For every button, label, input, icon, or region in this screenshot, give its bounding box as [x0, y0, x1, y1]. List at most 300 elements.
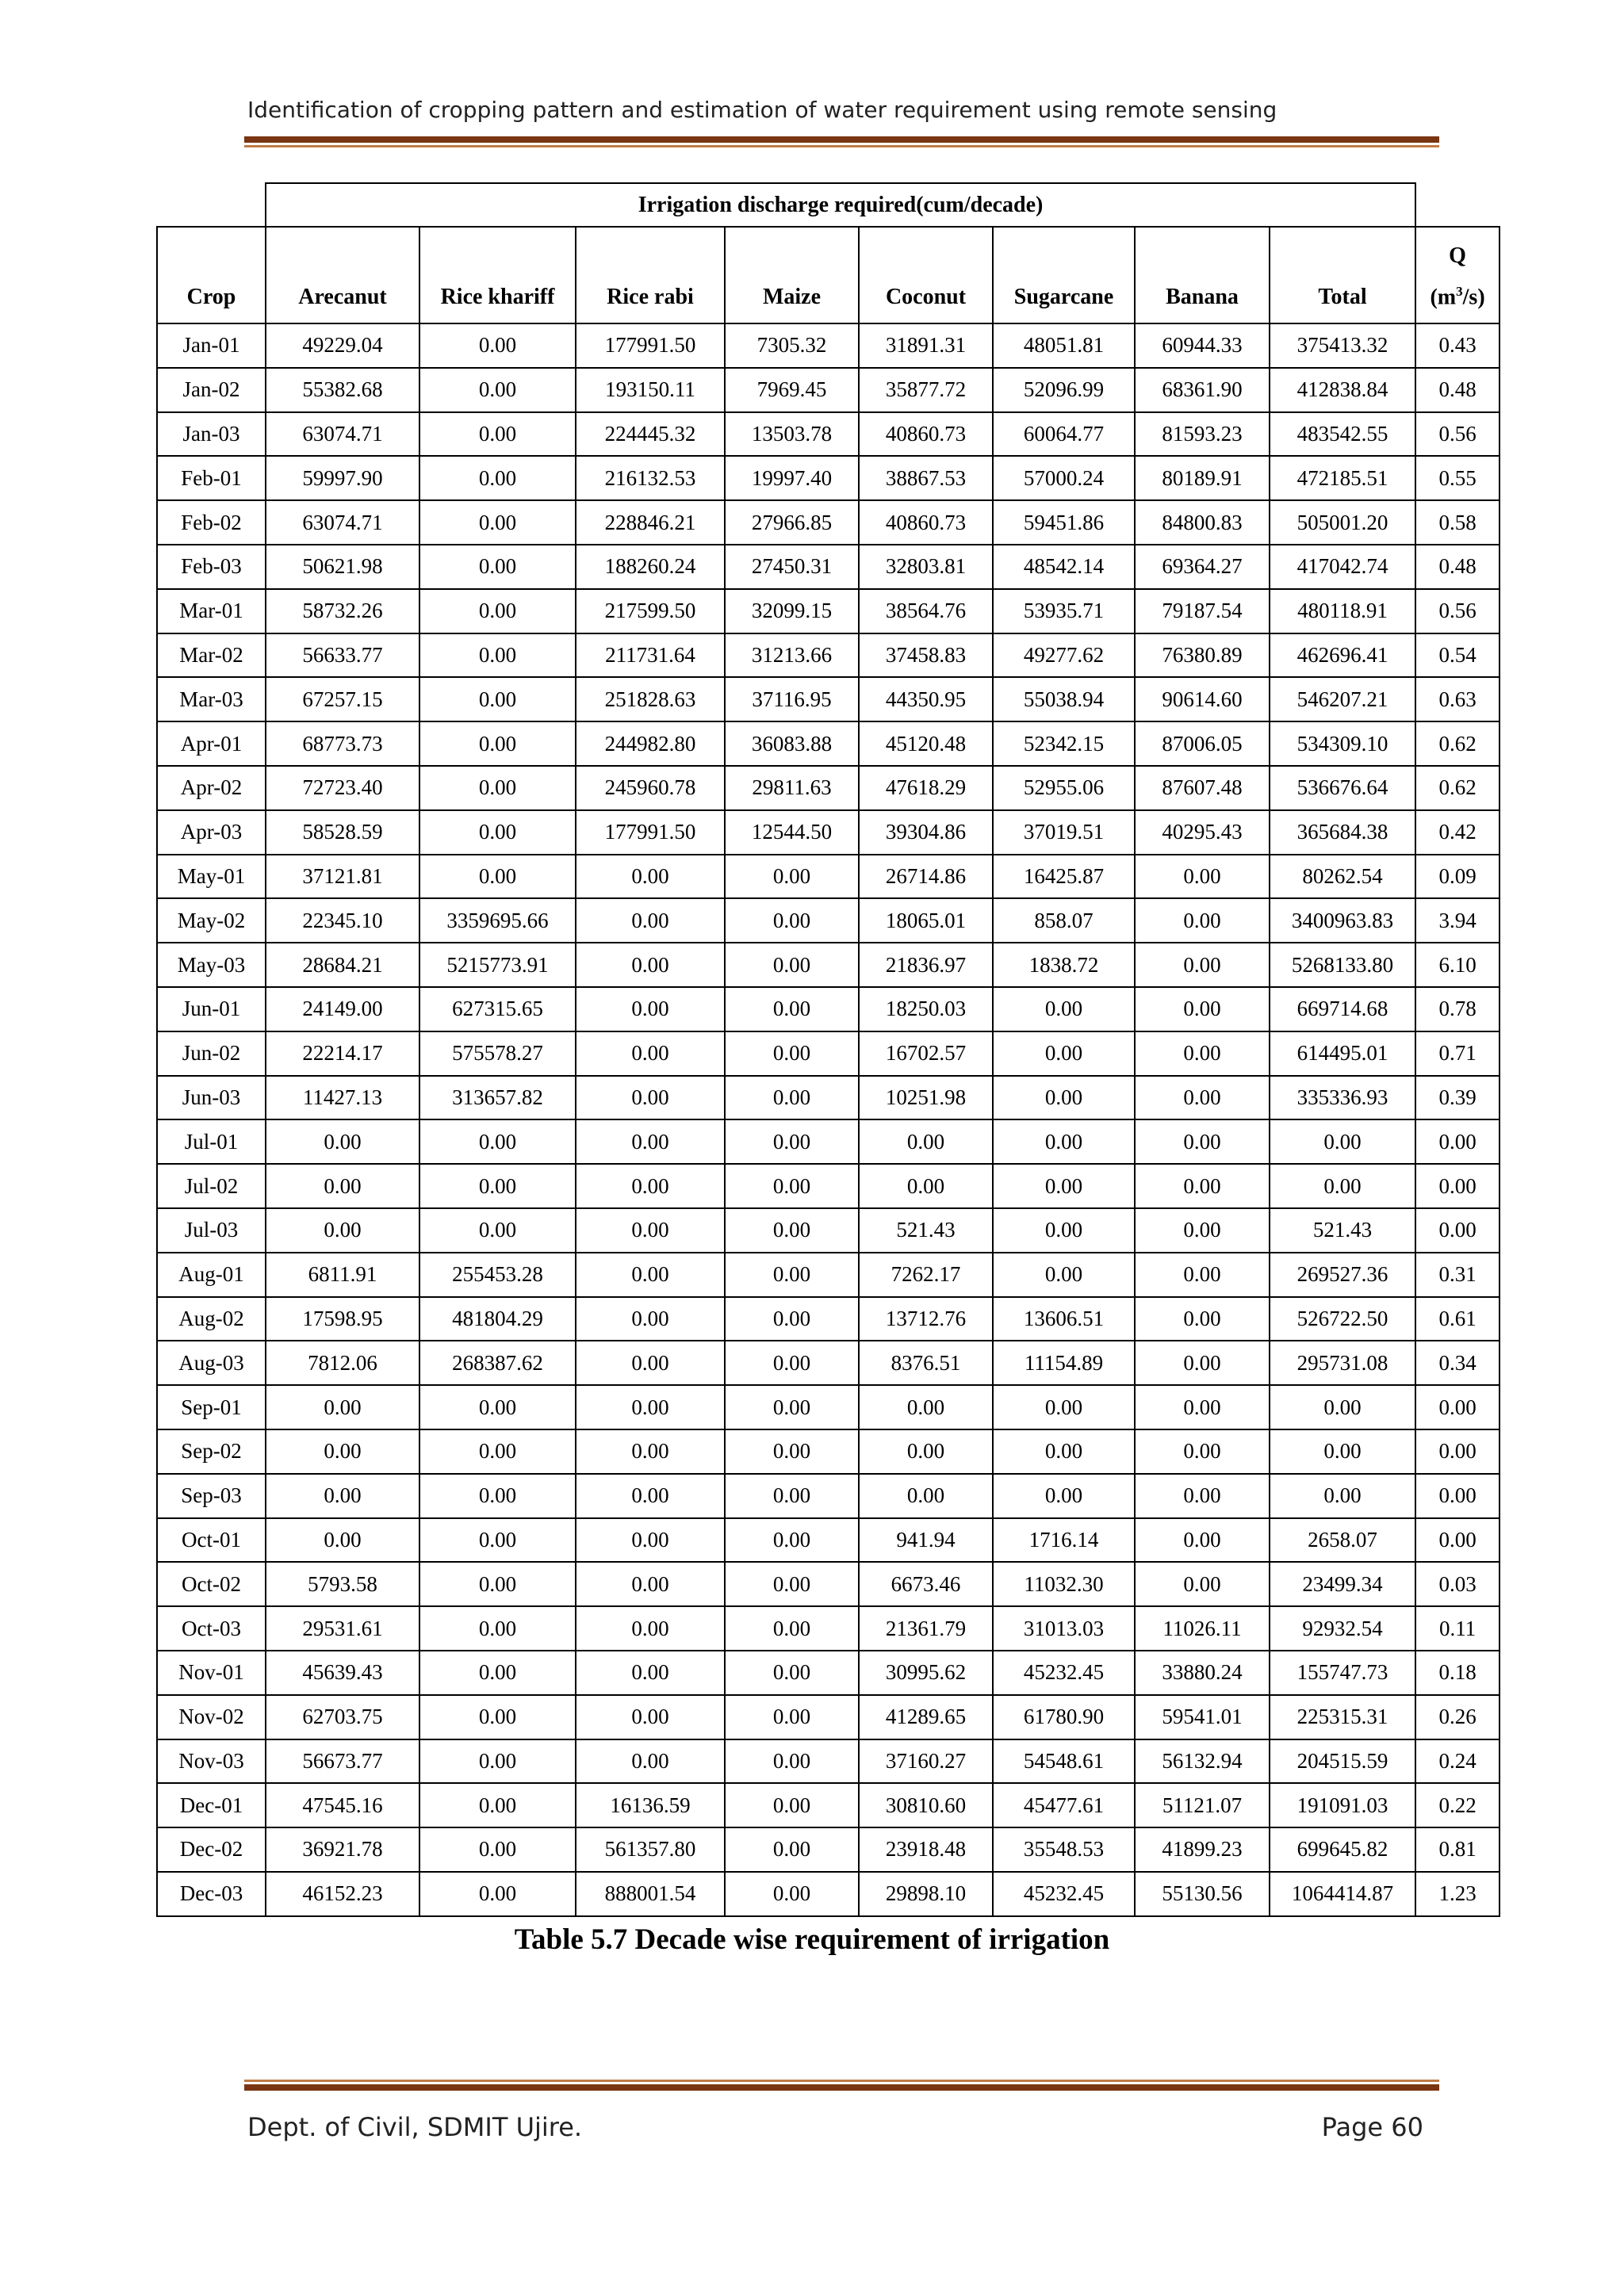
table-cell: 0.00	[266, 1518, 419, 1563]
table-cell: 58732.26	[266, 589, 419, 633]
table-cell: 0.00	[1270, 1164, 1415, 1208]
table-cell: 13606.51	[993, 1297, 1135, 1341]
table-cell: 575578.27	[419, 1031, 576, 1076]
table-cell: 0.00	[419, 412, 576, 457]
table-cell: 0.00	[725, 1119, 859, 1164]
table-cell: 0.00	[1135, 1385, 1270, 1429]
column-header: Sugarcane	[993, 227, 1135, 323]
column-header: Crop	[157, 227, 266, 323]
table-cell: 0.00	[419, 1827, 576, 1872]
table-cell: 57000.24	[993, 456, 1135, 500]
table-cell: 0.00	[419, 1429, 576, 1474]
table-cell: 0.00	[1270, 1119, 1415, 1164]
table-row	[157, 677, 1500, 721]
table-cell: 60944.33	[1135, 323, 1270, 368]
table-cell: 614495.01	[1270, 1031, 1415, 1076]
table-cell: 0.31	[1415, 1253, 1500, 1297]
row-label: Jul-03	[157, 1208, 266, 1253]
row-label: Apr-03	[157, 810, 266, 855]
table-cell: 8376.51	[859, 1341, 993, 1385]
table-cell: 55130.56	[1135, 1872, 1270, 1916]
table-row	[157, 1297, 1500, 1341]
table-cell: 41289.65	[859, 1695, 993, 1739]
table-cell: 37019.51	[993, 810, 1135, 855]
table-cell: 211731.64	[576, 633, 725, 678]
row-label: May-03	[157, 943, 266, 987]
table-cell: 3.94	[1415, 898, 1500, 943]
table-cell: 0.00	[576, 1253, 725, 1297]
table-cell: 0.00	[993, 987, 1135, 1031]
table-cell: 0.48	[1415, 368, 1500, 412]
table-cell: 0.00	[419, 1208, 576, 1253]
table-cell: 0.42	[1415, 810, 1500, 855]
table-cell: 0.00	[725, 1872, 859, 1916]
table-cell: 0.00	[993, 1208, 1135, 1253]
table-cell: 0.00	[1135, 1341, 1270, 1385]
table-cell: 58528.59	[266, 810, 419, 855]
table-row	[157, 1827, 1500, 1872]
table-cell: 228846.21	[576, 500, 725, 545]
footer-page-number: Page 60	[1321, 2112, 1423, 2142]
row-label: Mar-03	[157, 677, 266, 721]
table-cell: 48542.14	[993, 545, 1135, 589]
table-cell: 18250.03	[859, 987, 993, 1031]
table-cell: 37458.83	[859, 633, 993, 678]
column-header: Rice rabi	[576, 227, 725, 323]
table-cell: 21361.79	[859, 1606, 993, 1651]
table-cell: 3400963.83	[1270, 898, 1415, 943]
table-cell: 45120.48	[859, 721, 993, 766]
table-cell: 44350.95	[859, 677, 993, 721]
table-cell: 1.23	[1415, 1872, 1500, 1916]
table-cell: 365684.38	[1270, 810, 1415, 855]
table-cell: 6.10	[1415, 943, 1500, 987]
table-cell: 546207.21	[1270, 677, 1415, 721]
table-cell: 0.00	[419, 766, 576, 810]
table-cell: 1064414.87	[1270, 1872, 1415, 1916]
row-label: Aug-01	[157, 1253, 266, 1297]
table-cell: 0.00	[419, 368, 576, 412]
table-cell: 0.09	[1415, 855, 1500, 899]
table-cell: 32099.15	[725, 589, 859, 633]
table-row	[157, 766, 1500, 810]
table-cell: 16136.59	[576, 1783, 725, 1827]
footer-rule-thin	[244, 2080, 1439, 2082]
table-cell: 217599.50	[576, 589, 725, 633]
row-label: Aug-03	[157, 1341, 266, 1385]
table-cell: 0.00	[419, 721, 576, 766]
table-cell: 52955.06	[993, 766, 1135, 810]
table-cell: 0.22	[1415, 1783, 1500, 1827]
table-cell: 0.00	[419, 1385, 576, 1429]
table-row	[157, 1208, 1500, 1253]
table-row	[157, 810, 1500, 855]
table-cell: 0.00	[419, 589, 576, 633]
table-cell: 45232.45	[993, 1651, 1135, 1695]
table-cell: 41899.23	[1135, 1827, 1270, 1872]
table-cell: 56673.77	[266, 1739, 419, 1784]
table-cell: 0.00	[993, 1119, 1135, 1164]
table-cell: 51121.07	[1135, 1783, 1270, 1827]
table-cell: 0.00	[419, 1783, 576, 1827]
table-cell: 0.00	[576, 1385, 725, 1429]
table-cell: 0.00	[725, 1385, 859, 1429]
table-cell: 45477.61	[993, 1783, 1135, 1827]
table-cell: 0.63	[1415, 677, 1500, 721]
table-row	[157, 456, 1500, 500]
table-cell: 472185.51	[1270, 456, 1415, 500]
table-cell: 483542.55	[1270, 412, 1415, 457]
table-cell: 0.00	[576, 1651, 725, 1695]
table-cell: 11032.30	[993, 1562, 1135, 1606]
row-label: May-02	[157, 898, 266, 943]
table-cell: 7262.17	[859, 1253, 993, 1297]
table-cell: 0.00	[1135, 855, 1270, 899]
table-cell: 33880.24	[1135, 1651, 1270, 1695]
table-cell: 52096.99	[993, 368, 1135, 412]
table-cell: 0.00	[1415, 1119, 1500, 1164]
table-row	[157, 1119, 1500, 1164]
table-cell: 31013.03	[993, 1606, 1135, 1651]
table-row	[157, 1429, 1500, 1474]
table-cell: 29811.63	[725, 766, 859, 810]
table-cell: 0.00	[725, 1651, 859, 1695]
table-cell: 0.00	[419, 677, 576, 721]
row-label: Jul-02	[157, 1164, 266, 1208]
table-cell: 54548.61	[993, 1739, 1135, 1784]
table-cell: 0.00	[1135, 1518, 1270, 1563]
footer-rule	[244, 2084, 1439, 2091]
table-row	[157, 1606, 1500, 1651]
table-cell: 0.00	[993, 1429, 1135, 1474]
row-label: Aug-02	[157, 1297, 266, 1341]
table-cell: 47618.29	[859, 766, 993, 810]
table-cell: 30810.60	[859, 1783, 993, 1827]
table-cell: 0.00	[266, 1208, 419, 1253]
table-cell: 0.00	[993, 1076, 1135, 1120]
table-cell: 177991.50	[576, 810, 725, 855]
table-cell: 941.94	[859, 1518, 993, 1563]
table-cell: 0.00	[725, 1606, 859, 1651]
column-header: Rice khariff	[419, 227, 576, 323]
table-cell: 37116.95	[725, 677, 859, 721]
row-label: Jul-01	[157, 1119, 266, 1164]
table-cell: 49277.62	[993, 633, 1135, 678]
table-cell: 0.00	[419, 1518, 576, 1563]
q-unit	[1416, 285, 1499, 308]
table-cell: 0.00	[419, 1606, 576, 1651]
table-cell: 0.58	[1415, 500, 1500, 545]
table-cell: 49229.04	[266, 323, 419, 368]
table-cell: 0.00	[266, 1385, 419, 1429]
table-row	[157, 500, 1500, 545]
table-cell: 0.61	[1415, 1297, 1500, 1341]
table-cell: 0.00	[725, 1783, 859, 1827]
table-cell: 1838.72	[993, 943, 1135, 987]
table-cell: 22214.17	[266, 1031, 419, 1076]
table-cell: 7812.06	[266, 1341, 419, 1385]
row-label: Sep-02	[157, 1429, 266, 1474]
row-label: Jun-03	[157, 1076, 266, 1120]
table-cell: 72723.40	[266, 766, 419, 810]
table-cell: 40860.73	[859, 500, 993, 545]
table-cell: 0.00	[266, 1119, 419, 1164]
running-header: Identification of cropping pattern and estimation of water requirement using remote sensing	[247, 97, 1277, 123]
table-row	[157, 368, 1500, 412]
row-label: Feb-03	[157, 545, 266, 589]
row-label: Nov-02	[157, 1695, 266, 1739]
table-cell: 53935.71	[993, 589, 1135, 633]
table-cell: 63074.71	[266, 412, 419, 457]
table-cell: 29531.61	[266, 1606, 419, 1651]
table-cell: 0.55	[1415, 456, 1500, 500]
table-cell: 0.00	[725, 1474, 859, 1518]
table-cell: 68361.90	[1135, 368, 1270, 412]
table-cell: 55038.94	[993, 677, 1135, 721]
table-cell: 87607.48	[1135, 766, 1270, 810]
table-cell: 0.00	[993, 1474, 1135, 1518]
table-row	[157, 1695, 1500, 1739]
table-cell: 45232.45	[993, 1872, 1135, 1916]
table-row	[157, 943, 1500, 987]
table-cell: 462696.41	[1270, 633, 1415, 678]
table-cell: 0.56	[1415, 589, 1500, 633]
table-row	[157, 1253, 1500, 1297]
table-cell: 1716.14	[993, 1518, 1135, 1563]
table-cell: 0.00	[1415, 1385, 1500, 1429]
table-cell: 0.00	[1270, 1474, 1415, 1518]
blank-corner	[157, 183, 266, 227]
table-cell: 21836.97	[859, 943, 993, 987]
table-cell: 28684.21	[266, 943, 419, 987]
q-unit-base: (m	[1430, 285, 1457, 309]
column-header-q	[1415, 227, 1500, 323]
table-cell: 22345.10	[266, 898, 419, 943]
row-label: Dec-03	[157, 1872, 266, 1916]
table-cell: 225315.31	[1270, 1695, 1415, 1739]
table-cell: 0.00	[419, 456, 576, 500]
table-cell: 268387.62	[419, 1341, 576, 1385]
table-cell: 27966.85	[725, 500, 859, 545]
column-header: Banana	[1135, 227, 1270, 323]
table-cell: 188260.24	[576, 545, 725, 589]
table-cell: 11026.11	[1135, 1606, 1270, 1651]
table-cell: 17598.95	[266, 1297, 419, 1341]
table-cell: 699645.82	[1270, 1827, 1415, 1872]
table-cell: 0.00	[576, 1164, 725, 1208]
irrigation-table	[156, 182, 1500, 1917]
table-cell: 60064.77	[993, 412, 1135, 457]
table-cell: 177991.50	[576, 323, 725, 368]
column-header-row	[157, 227, 1500, 323]
table-cell: 0.00	[725, 1695, 859, 1739]
table-cell: 0.00	[576, 898, 725, 943]
table-cell: 0.00	[576, 1208, 725, 1253]
table-cell: 0.00	[859, 1119, 993, 1164]
column-header: Total	[1270, 227, 1415, 323]
table-cell: 0.00	[1135, 987, 1270, 1031]
table-cell: 90614.60	[1135, 677, 1270, 721]
table-row	[157, 545, 1500, 589]
table-row	[157, 1385, 1500, 1429]
table-cell: 38867.53	[859, 456, 993, 500]
table-cell: 0.00	[576, 1076, 725, 1120]
table-cell: 0.00	[993, 1253, 1135, 1297]
table-cell: 0.00	[725, 1429, 859, 1474]
table-cell: 0.00	[725, 1518, 859, 1563]
table-cell: 0.24	[1415, 1739, 1500, 1784]
row-label: Jan-02	[157, 368, 266, 412]
table-cell: 417042.74	[1270, 545, 1415, 589]
row-label: Mar-01	[157, 589, 266, 633]
table-cell: 61780.90	[993, 1695, 1135, 1739]
table-cell: 39304.86	[859, 810, 993, 855]
table-cell: 80189.91	[1135, 456, 1270, 500]
table-cell: 0.00	[725, 1739, 859, 1784]
table-cell: 204515.59	[1270, 1739, 1415, 1784]
table-cell: 0.00	[419, 855, 576, 899]
table-cell: 6673.46	[859, 1562, 993, 1606]
table-cell: 23918.48	[859, 1827, 993, 1872]
table-cell: 0.00	[993, 1031, 1135, 1076]
row-label: Feb-01	[157, 456, 266, 500]
table-cell: 92932.54	[1270, 1606, 1415, 1651]
table-body	[157, 323, 1500, 1916]
q-unit-tail: /s)	[1462, 285, 1485, 309]
table-cell: 0.00	[725, 1253, 859, 1297]
table-cell: 0.00	[419, 323, 576, 368]
table-cell: 13503.78	[725, 412, 859, 457]
table-cell: 0.78	[1415, 987, 1500, 1031]
table-cell: 0.00	[1135, 1164, 1270, 1208]
table-row	[157, 1341, 1500, 1385]
row-label: Oct-03	[157, 1606, 266, 1651]
table-cell: 0.00	[576, 1297, 725, 1341]
table-cell: 0.00	[1415, 1474, 1500, 1518]
table-cell: 10251.98	[859, 1076, 993, 1120]
table-cell: 0.00	[725, 1297, 859, 1341]
table-cell: 0.00	[1135, 1429, 1270, 1474]
table-cell: 155747.73	[1270, 1651, 1415, 1695]
table-cell: 888001.54	[576, 1872, 725, 1916]
table-cell: 76380.89	[1135, 633, 1270, 678]
table-cell: 0.00	[576, 1695, 725, 1739]
blank-corner-right	[1415, 183, 1500, 227]
table-cell: 0.54	[1415, 633, 1500, 678]
table-cell: 7305.32	[725, 323, 859, 368]
table-cell: 244982.80	[576, 721, 725, 766]
table-cell: 0.00	[419, 545, 576, 589]
table-cell: 0.00	[419, 1164, 576, 1208]
row-label: Nov-01	[157, 1651, 266, 1695]
table-cell: 12544.50	[725, 810, 859, 855]
table-cell: 0.00	[576, 1739, 725, 1784]
table-cell: 0.00	[576, 1119, 725, 1164]
table-cell: 561357.80	[576, 1827, 725, 1872]
row-label: Feb-02	[157, 500, 266, 545]
footer-department: Dept. of Civil, SDMIT Ujire.	[247, 2112, 583, 2142]
table-cell: 480118.91	[1270, 589, 1415, 633]
table-cell: 0.00	[419, 1651, 576, 1695]
table-cell: 7969.45	[725, 368, 859, 412]
table-cell: 0.00	[859, 1474, 993, 1518]
table-cell: 526722.50	[1270, 1297, 1415, 1341]
table-cell: 0.00	[1135, 1119, 1270, 1164]
table-cell: 0.00	[1415, 1208, 1500, 1253]
table-cell: 0.00	[419, 810, 576, 855]
table-cell: 11427.13	[266, 1076, 419, 1120]
table-cell: 0.00	[725, 1208, 859, 1253]
table-cell: 0.00	[419, 633, 576, 678]
table-cell: 37121.81	[266, 855, 419, 899]
table-cell: 481804.29	[419, 1297, 576, 1341]
row-label: Jun-02	[157, 1031, 266, 1076]
table-cell: 0.00	[576, 1031, 725, 1076]
table-row	[157, 1872, 1500, 1916]
table-cell: 2658.07	[1270, 1518, 1415, 1563]
table-cell: 3359695.66	[419, 898, 576, 943]
table-cell: 45639.43	[266, 1651, 419, 1695]
table-cell: 0.00	[1135, 1208, 1270, 1253]
row-label: Sep-03	[157, 1474, 266, 1518]
row-label: Apr-02	[157, 766, 266, 810]
row-label: Dec-02	[157, 1827, 266, 1872]
table-cell: 26714.86	[859, 855, 993, 899]
table-cell: 0.00	[576, 855, 725, 899]
table-cell: 534309.10	[1270, 721, 1415, 766]
table-cell: 0.00	[576, 1518, 725, 1563]
q-unit-sup: 3	[1456, 283, 1463, 299]
table-cell: 0.62	[1415, 721, 1500, 766]
table-cell: 59997.90	[266, 456, 419, 500]
table-cell: 0.00	[859, 1429, 993, 1474]
table-cell: 35877.72	[859, 368, 993, 412]
table-cell: 0.00	[576, 1341, 725, 1385]
table-cell: 0.03	[1415, 1562, 1500, 1606]
table-cell: 0.26	[1415, 1695, 1500, 1739]
table-cell: 224445.32	[576, 412, 725, 457]
row-label: Nov-03	[157, 1739, 266, 1784]
table-cell: 0.00	[993, 1385, 1135, 1429]
row-label: Jan-03	[157, 412, 266, 457]
table-cell: 18065.01	[859, 898, 993, 943]
table-cell: 521.43	[859, 1208, 993, 1253]
row-label: May-01	[157, 855, 266, 899]
table-cell: 79187.54	[1135, 589, 1270, 633]
table-cell: 46152.23	[266, 1872, 419, 1916]
table-cell: 0.00	[725, 1031, 859, 1076]
table-cell: 35548.53	[993, 1827, 1135, 1872]
table-row	[157, 721, 1500, 766]
table-cell: 27450.31	[725, 545, 859, 589]
table-caption: Table 5.7 Decade wise requirement of irrigation	[514, 1923, 1110, 1956]
table-row	[157, 898, 1500, 943]
table-cell: 0.34	[1415, 1341, 1500, 1385]
column-header: Coconut	[859, 227, 993, 323]
row-label: Jan-01	[157, 323, 266, 368]
table-cell: 0.00	[419, 1872, 576, 1916]
table-cell: 87006.05	[1135, 721, 1270, 766]
table-cell: 55382.68	[266, 368, 419, 412]
table-cell: 0.00	[725, 1164, 859, 1208]
table-cell: 56633.77	[266, 633, 419, 678]
table-cell: 0.00	[1270, 1429, 1415, 1474]
table-cell: 48051.81	[993, 323, 1135, 368]
row-label: Oct-01	[157, 1518, 266, 1563]
table-row	[157, 987, 1500, 1031]
row-label: Sep-01	[157, 1385, 266, 1429]
table-cell: 0.00	[725, 855, 859, 899]
